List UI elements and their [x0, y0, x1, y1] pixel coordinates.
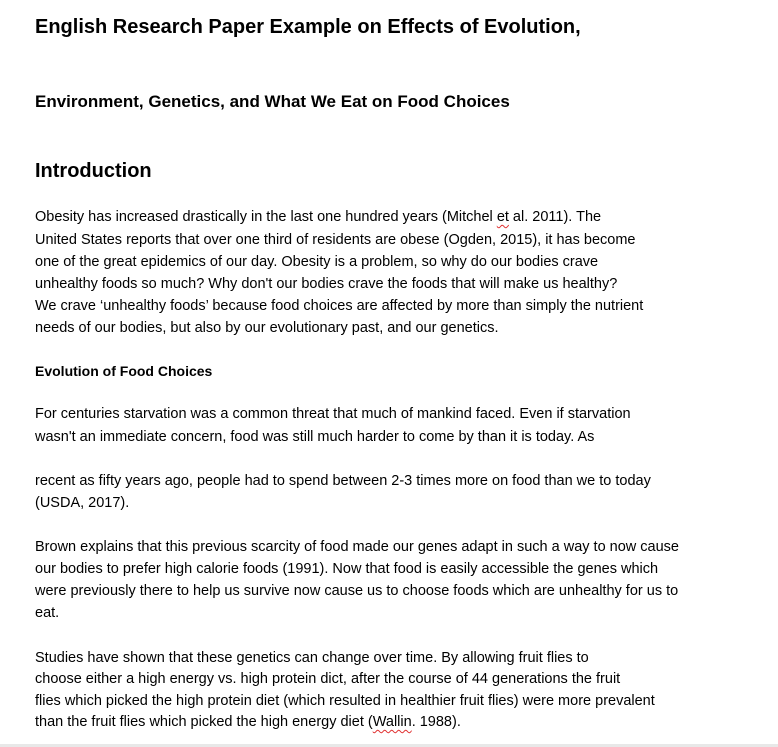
- title-line-1: English Research Paper Example on Effects of Evolution,: [35, 16, 581, 38]
- intro-line-2: United States reports that over one third of residents are obese (Ogden, 2015), it has become: [35, 232, 636, 248]
- para-2-line-1: For centuries starvation was a common threat that much of mankind faced. Even if starvation: [35, 406, 631, 422]
- para-5-line-4-text-b: . 1988).: [411, 714, 461, 730]
- para-5-line-4: [35, 711, 461, 733]
- intro-line-1-text-b: al. 2011). The: [508, 209, 602, 225]
- intro-line-5: We crave ‘unhealthy foods’ because food choices are affected by more than simply the nutrient: [35, 298, 644, 314]
- para-5-line-4-text-a: than the fruit flies which picked the high energy diet (: [35, 714, 373, 730]
- title-line-2: Environment, Genetics, and What We Eat on Food Choices: [35, 92, 510, 111]
- para-4-line-4: eat.: [35, 605, 60, 621]
- para-3-line-1: recent as fifty years ago, people had to spend between 2-3 times more on food than we to today: [35, 473, 651, 489]
- spellcheck-flag[interactable]: Wallin: [372, 714, 412, 730]
- spellcheck-flag[interactable]: et: [496, 209, 509, 225]
- intro-line-3: one of the great epidemics of our day. Obesity is a problem, so why do our bodies crave: [35, 254, 599, 270]
- para-5-line-2: choose either a high energy vs. high protein dict, after the course of 44 generations the fruit: [35, 671, 621, 687]
- intro-line-1: [35, 206, 601, 228]
- para-4-line-2: our bodies to prefer high calorie foods (1991). Now that food is easily accessible the genes which: [35, 561, 659, 577]
- para-4-line-3: were previously there to help us survive now cause us to choose foods which are unhealthy for us to: [35, 583, 679, 599]
- para-3-line-2: (USDA, 2017).: [35, 495, 130, 511]
- para-2-line-2: wasn't an immediate concern, food was still much harder to come by than it is today. As: [35, 429, 595, 445]
- intro-line-6: needs of our bodies, but also by our evolutionary past, and our genetics.: [35, 320, 499, 336]
- intro-line-4: unhealthy foods so much? Why don't our bodies crave the foods that will make us healthy?: [35, 276, 618, 292]
- para-5-line-3: flies which picked the high protein diet (which resulted in healthier fruit flies) were more prevalent: [35, 693, 655, 709]
- introduction-heading: Introduction: [35, 160, 152, 182]
- intro-line-1-text-a: Obesity has increased drastically in the last one hundred years (Mitchel: [35, 209, 497, 225]
- para-5-line-1: Studies have shown that these genetics can change over time. By allowing fruit flies to: [35, 650, 589, 666]
- para-4-line-1: Brown explains that this previous scarcity of food made our genes adapt in such a way to now cause: [35, 539, 679, 555]
- evolution-heading: Evolution of Food Choices: [35, 363, 213, 379]
